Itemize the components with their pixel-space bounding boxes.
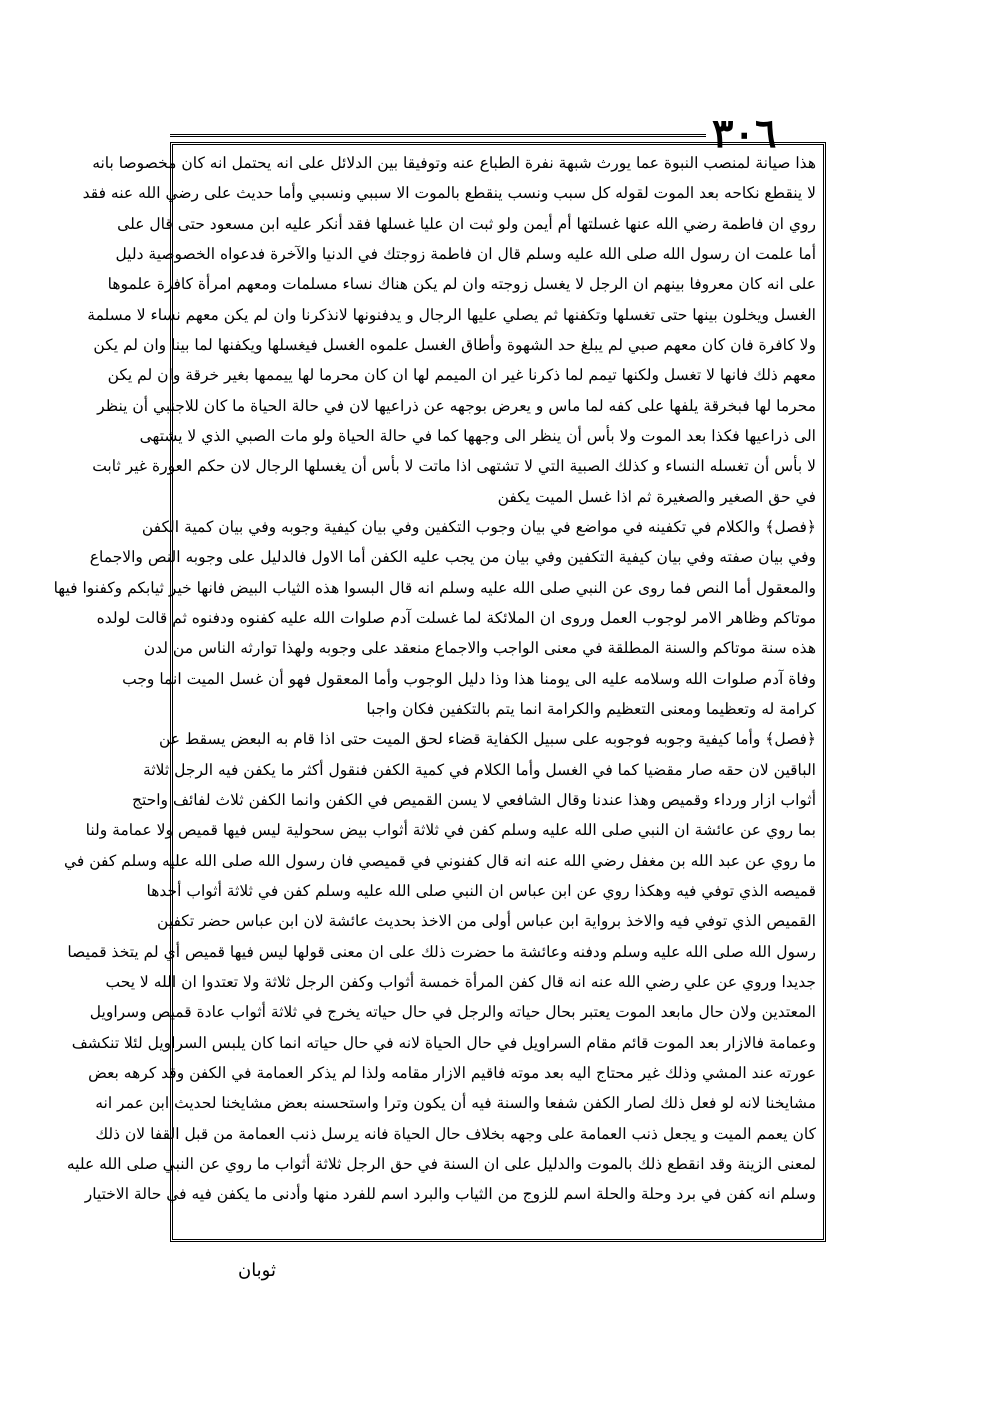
catchword: ثوبان xyxy=(237,1260,276,1281)
text-line: بما روي عن عائشة ان النبي صلى الله عليه وسلم كفن في ثلاثة أثواب بيض سحولية ليس فيها قميص ولا عمامة ولنا xyxy=(85,821,816,840)
text-line: ما روي عن عبد الله بن مغفل رضي الله عنه انه قال كفنوني في قميصي فان رسول الله صلى الله عليه وسلم كفن في xyxy=(63,851,816,870)
text-line: وعمامة فالازار بعد الموت قائم مقام السراويل في حال الحياة لانه في حال حياته انما كان يلبس السراويل لئلا تنكشف xyxy=(71,1033,816,1052)
text-line: ولا كافرة فان كان معهم صبي لم يبلغ حد الشهوة وأطاق الغسل علموه الغسل فيغسلها ويكفنها لما بينا وان لم يكن xyxy=(93,335,816,354)
text-line: قميصه الذي توفي فيه وهكذا روي عن ابن عباس ان النبي صلى الله عليه وسلم كفن في ثلاثة أثواب أحدها xyxy=(146,881,816,900)
text-line: على انه كان معروفا بينهم ان الرجل لا يغسل زوجته وان لم يكن هناك نساء مسلمات ومعهم امرأة كافرة علموها xyxy=(107,275,816,294)
text-line: ﴿فصل﴾ والكلام في تكفينه في مواضع في بيان وجوب التكفين وفي بيان كيفية وجوبه وفي بيان كمية الكفن xyxy=(141,517,816,536)
text-line: القميص الذي توفي فيه والاخذ برواية ابن عباس أولى من الاخذ بحديث عائشة لان ابن عباس حضر تكفين xyxy=(156,912,816,931)
text-line: معهم ذلك فانها لا تغسل ولكنها تيمم لما ذكرنا غير ان الميمم لها ان كان محرما لها ييممها بغير خرقة وان لم يكن xyxy=(107,366,816,385)
text-line: الباقين لان حقه صار مقضيا كما في الغسل وأما الكلام في كمية الكفن فنقول أكثر ما يكفن فيه الرجل ثلاثة xyxy=(143,760,816,779)
text-line: لا بأس أن تغسله النساء و كذلك الصبية التي لا تشتهى اذا ماتت لا بأس أن يغسلها الرجال لان حكم العورة غير ثابت xyxy=(92,457,816,476)
text-line: كان يعمم الميت و يجعل ذنب العمامة على وجهه بخلاف حال الحياة فانه يرسل ذنب العمامة من قبل القفا لان ذلك xyxy=(95,1124,816,1143)
text-line: والمعقول أما النص فما روى عن النبي صلى الله عليه وسلم انه قال البسوا هذه الثياب البيض فانها خير ثيابكم وكفنوا فيها xyxy=(53,578,816,597)
text-line: لمعنى الزينة وقد انقطع ذلك بالموت والدليل على ان السنة في حق الرجل ثلاثة أثواب ما روي عن النبي صلى الله عليه xyxy=(66,1154,816,1173)
text-line: المعتدين ولان حال مابعد الموت يعتبر بحال حياته والرجل في حال حياته يخرج في ثلاثة أثواب عادة قميص وسراويل xyxy=(89,1003,816,1022)
main-text xyxy=(53,148,816,1240)
text-line: ﴿فصل﴾ وأما كيفية وجوبه فوجوبه على سبيل الكفاية قضاء لحق الميت حتى اذا قام به البعض يسقط عن xyxy=(158,730,816,749)
text-line: محرما لها فبخرقة يلفها على كفه لما ماس و يعرض بوجهه عن ذراعيها لان في حالة الحياة ما كان للاجنبي أن ينظر xyxy=(97,396,816,415)
text-line: لا ينقطع نكاحه بعد الموت لقوله كل سبب ونسب ينقطع بالموت الا سببي ونسبي وأما حديث على رضي الله عنه فقد xyxy=(82,184,816,203)
text-line: هذه سنة موتاكم والسنة المطلقة في معنى الواجب والاجماع منعقد على وجوبه ولهذا توارثه الناس من لدن xyxy=(143,639,816,658)
text-line: روي ان فاطمة رضي الله عنها غسلتها أم أيمن ولو ثبت ان عليا غسلها فقد أنكر عليه ابن مسعود حتى قال على xyxy=(117,214,816,233)
text-line: مشايخنا لانه لو فعل ذلك لصار الكفن شفعا والسنة فيه أن يكون وترا واستحسنه بعض مشايخنا لحديث ابن عمر انه xyxy=(95,1094,816,1113)
text-line: وفاة آدم صلوات الله وسلامه عليه الى يومنا هذا وذا دليل الوجوب وأما المعقول فهو أن غسل الميت انما وجب xyxy=(122,669,816,688)
text-line: موتاكم وظاهر الامر لوجوب العمل وروى ان الملائكة لما غسلت آدم صلوات الله عليه كفنوه ودفنوه ثم قالت لولده xyxy=(96,608,816,627)
text-line: أما علمت ان رسول الله صلى الله عليه وسلم قال ان فاطمة زوجتك في الدنيا والآخرة فدعواه الخصوصية دليل xyxy=(115,244,816,263)
page-number: ٣٠٦ xyxy=(712,110,777,157)
text-line: أثواب ازار ورداء وقميص وهذا عندنا وقال الشافعي لا يسن القميص في الكفن وانما الكفن ثلاث لفائف واحتج xyxy=(131,790,816,809)
text-line: هذا صيانة لمنصب النبوة عما يورث شبهة نفرة الطباع عنه وتوفيقا بين الدلائل على انه يحتمل انه كان مخصوصا بانه xyxy=(92,154,816,172)
text-line: كرامة له وتعظيما ومعنى التعظيم والكرامة انما يتم بالتكفين فكان واجبا xyxy=(366,699,816,718)
text-line: عورته عند المشي وذلك غير محتاج اليه بعد موته فاقيم الازار مقامه ولذا لم يذكر العمامة في الكفن وقد كرهه بعض xyxy=(88,1063,816,1082)
text-line: رسول الله صلى الله عليه وسلم ودفنه وعائشة ما حضرت ذلك على ان معنى قولها ليس فيها قميص أي لم يتخذ قميصا xyxy=(67,942,816,961)
text-line: الغسل ويخلون بينها حتى تغسلها وتكفنها ثم يصلي عليها الرجال و يدفنونها لانذكرنا وان لم يكن معهم نساء لا مسلمة xyxy=(87,305,816,324)
text-line: الى ذراعيها فكذا بعد الموت ولا بأس أن ينظر الى وجهها كما في حالة الحياة ولو مات الصبي الذي لا يشتهى xyxy=(139,426,816,445)
header-rule xyxy=(170,134,706,137)
text-line: وفي بيان صفته وفي بيان كيفية التكفين وفي بيان من يجب عليه الكفن أما الاول فالدليل على وجوبه النص والاجماع xyxy=(89,548,816,567)
text-line: في حق الصغير والصغيرة ثم اذا غسل الميت يكفن xyxy=(497,487,816,506)
text-line: وسلم انه كفن في برد وحلة والحلة اسم للزوج من الثياب والبرد اسم للفرد منها وأدنى ما يكفن فيه في حالة الاختيار xyxy=(84,1185,816,1204)
text-line: جديدا وروي عن علي رضي الله عنه انه قال كفن المرأة خمسة أثواب وكفن الرجل ثلاثة ولا تعتدوا ان الله لا يحب xyxy=(105,972,816,991)
